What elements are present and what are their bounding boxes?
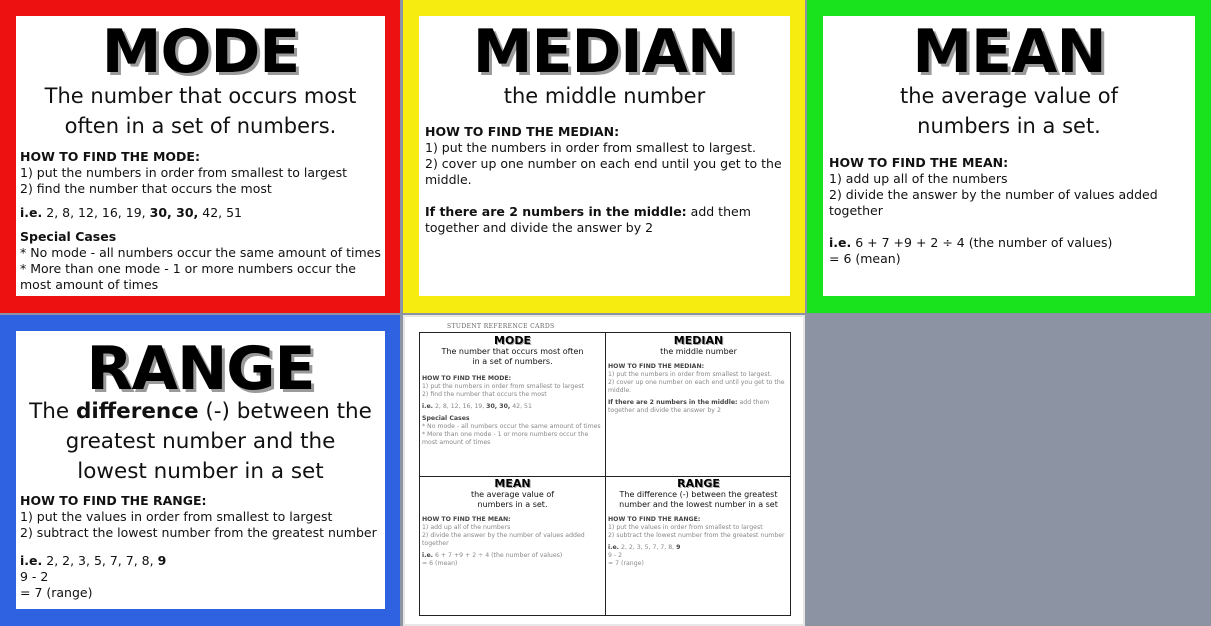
range-title: RANGE (86, 334, 315, 404)
range-step-1: 1) put the values in order from smallest to largest (20, 509, 333, 524)
mode-step-2: 2) find the number that occurs the most (20, 181, 272, 196)
mode-card-body (16, 16, 385, 296)
reference-cell-range: RANGE The difference (-) between the greatest number and the lowest number in a set HOW TO FIND THE RANGE: 1) put the values in order from smallest to largest 2) subtract the lowest number from the greatest number i.e. 2, 2, 3, 5, 7, 7, 8, 9 9 - 2 = 7 (range) (608, 478, 785, 567)
mode-how-heading: HOW TO FIND THE MODE: (20, 149, 200, 164)
mode-instructions (20, 149, 382, 293)
range-step-2: 2) subtract the lowest number from the greatest number (20, 525, 377, 540)
mode-example: i.e. 2, 8, 12, 16, 19, 30, 30, 42, 51 (20, 205, 243, 220)
reference-cell-median: MEDIAN the middle number HOW TO FIND THE MEDIAN: 1) put the numbers in order from smallest to largest. 2) cover up one number on each end until you get to the middle. If there are 2 numbers in the middle: add them together and divide the answer by 2 (608, 335, 785, 414)
mean-how-heading: HOW TO FIND THE MEAN: (829, 155, 1009, 170)
mode-special-heading: Special Cases (20, 229, 117, 244)
range-definition: The difference (-) between the greatest number and the lowest number in a set (29, 399, 372, 484)
reference-sheet (403, 315, 805, 626)
mean-instructions (829, 155, 1189, 267)
mean-card-body (823, 16, 1195, 296)
median-two-middle: If there are 2 numbers in the middle: add them together and divide the answer by 2 (425, 204, 751, 235)
range-card (0, 315, 400, 626)
mean-card (807, 0, 1211, 313)
reference-sheet-title: STUDENT REFERENCE CARDS (447, 323, 555, 330)
median-step-2: 2) cover up one number on each end until you get to the middle. (425, 156, 782, 187)
median-definition: the middle number (503, 84, 706, 108)
mode-special-2: * More than one mode - 1 or more numbers occur the most amount of times (20, 261, 356, 292)
reference-grid-horizontal-divider (420, 476, 790, 477)
mean-step-2: 2) divide the answer by the number of values added together (829, 187, 1158, 218)
reference-grid (419, 332, 791, 616)
median-title: MEDIAN (472, 17, 737, 87)
range-card-body (16, 331, 385, 609)
mean-example: i.e. 6 + 7 +9 + 2 ÷ 4 (the number of values) (829, 235, 1113, 250)
mode-special-1: * No mode - all numbers occur the same amount of times (20, 245, 381, 260)
median-card-body (419, 16, 790, 296)
reference-sheet-page (405, 317, 803, 624)
mode-title: MODE (101, 17, 300, 87)
reference-cell-mode: MODE The number that occurs most often in a set of numbers. HOW TO FIND THE MODE: 1) put the numbers in order from smallest to largest 2) find the number that occurs the most i.e. 2, 8, 12, 16, 19, 30, 30, 42, 51 Special Cases * No mode - all numbers occur the same amount of times * More than one mode - 1 or more numbers occur the most amount of times (422, 335, 601, 446)
mode-definition: The number that occurs most often in a set of numbers. (44, 84, 357, 138)
mean-step-1: 1) add up all of the numbers (829, 171, 1008, 186)
mode-step-1: 1) put the numbers in order from smallest to largest (20, 165, 348, 180)
reference-cell-mean: MEAN the average value of numbers in a set. HOW TO FIND THE MEAN: 1) add up all of the numbers 2) divide the answer by the number of values added together i.e. 6 + 7 +9 + 2 ÷ 4 (the number of values) = 6 (mean) (422, 478, 585, 567)
empty-background-area (807, 315, 1211, 626)
median-card (403, 0, 805, 313)
range-how-heading: HOW TO FIND THE RANGE: (20, 493, 207, 508)
median-how-heading: HOW TO FIND THE MEDIAN: (425, 124, 620, 139)
mean-title: MEAN (912, 17, 1106, 87)
range-example: i.e. 2, 2, 3, 5, 7, 7, 8, 9 (20, 553, 167, 568)
median-instructions (425, 124, 785, 236)
range-instructions (20, 493, 382, 601)
median-step-1: 1) put the numbers in order from smallest to largest. (425, 140, 756, 155)
range-example-step: 9 - 2 (20, 569, 49, 584)
mean-example-result: = 6 (mean) (829, 251, 901, 266)
range-example-result: = 7 (range) (20, 585, 93, 600)
mean-definition: the average value of numbers in a set. (899, 84, 1119, 138)
mode-card (0, 0, 400, 313)
